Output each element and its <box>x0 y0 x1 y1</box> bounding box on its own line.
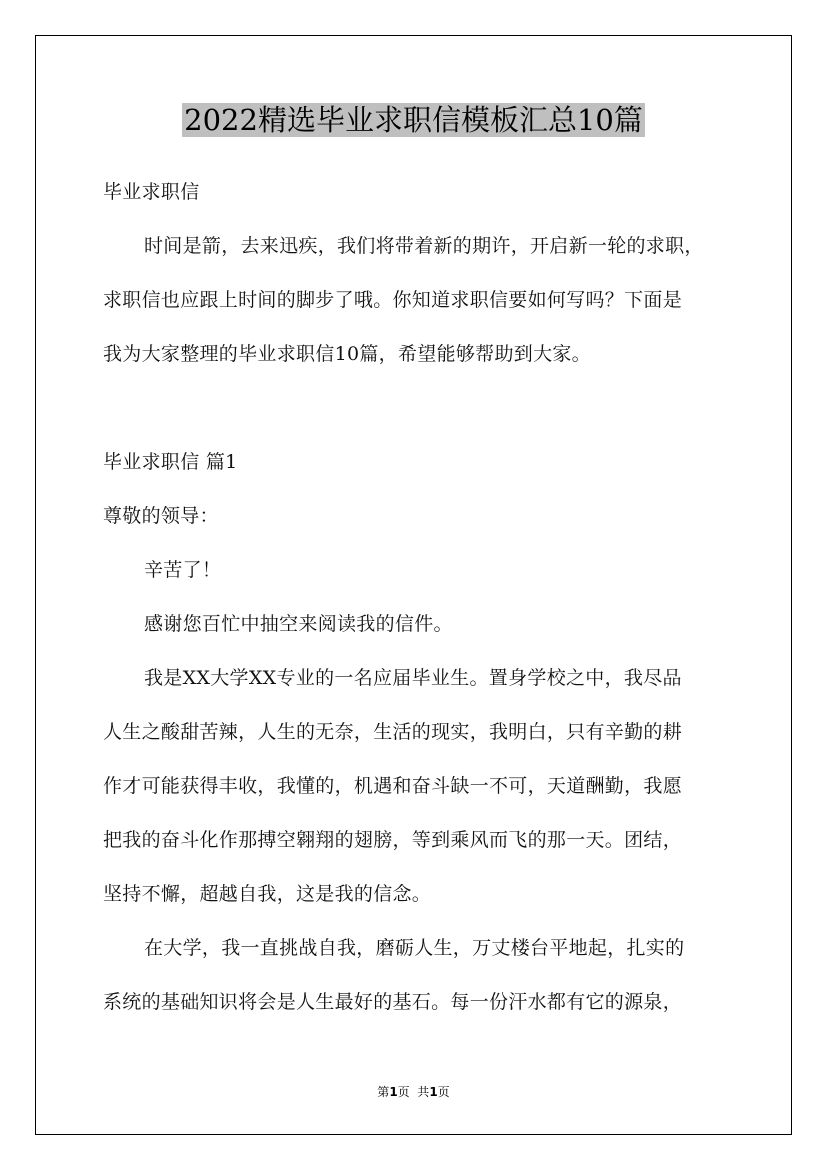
page-footer <box>0 1083 827 1100</box>
paragraph-line: 我为大家整理的毕业求职信10篇，希望能够帮助到大家。 <box>103 343 591 365</box>
document-title <box>0 100 827 140</box>
document-title-text: 2022精选毕业求职信模板汇总10篇 <box>184 103 643 137</box>
document-body <box>103 165 735 1029</box>
paragraph-line: 辛苦了！ <box>144 559 222 581</box>
page-label-prefix: 第 <box>377 1085 390 1099</box>
paragraph-line: 坚持不懈，超越自我，这是我的信念。 <box>103 883 432 905</box>
page-label-suffix: 页 <box>437 1085 450 1099</box>
paragraph-line: 系统的基础知识将会是人生最好的基石。每一份汗水都有它的源泉， <box>103 991 683 1013</box>
page-total: 1 <box>429 1085 438 1099</box>
page-current: 1 <box>389 1085 398 1099</box>
section-heading: 毕业求职信 <box>103 181 200 203</box>
paragraph-line: 人生之酸甜苦辣，人生的无奈，生活的现实，我明白，只有辛勤的耕 <box>103 721 683 743</box>
paragraph-line: 时间是箭，去来迅疾，我们将带着新的期许，开启新一轮的求职， <box>144 235 704 257</box>
page-label-mid: 页 共 <box>397 1085 430 1099</box>
blank-line <box>103 381 735 435</box>
paragraph-line: 在大学，我一直挑战自我，磨砺人生，万丈楼台平地起，扎实的 <box>144 937 685 959</box>
paragraph-line: 我是XX大学XX专业的一名应届毕业生。置身学校之中，我尽品 <box>144 667 682 689</box>
salutation: 尊敬的领导： <box>103 505 219 527</box>
paragraph-line: 作才可能获得丰收，我懂的，机遇和奋斗缺一不可，天道酬勤，我愿 <box>103 775 683 797</box>
section-heading: 毕业求职信 篇1 <box>103 451 238 473</box>
paragraph-line: 感谢您百忙中抽空来阅读我的信件。 <box>144 613 453 635</box>
paragraph-line: 求职信也应跟上时间的脚步了哦。你知道求职信要如何写吗？下面是 <box>103 289 683 311</box>
paragraph-line: 把我的奋斗化作那搏空翱翔的翅膀，等到乘风而飞的那一天。团结， <box>103 829 683 851</box>
